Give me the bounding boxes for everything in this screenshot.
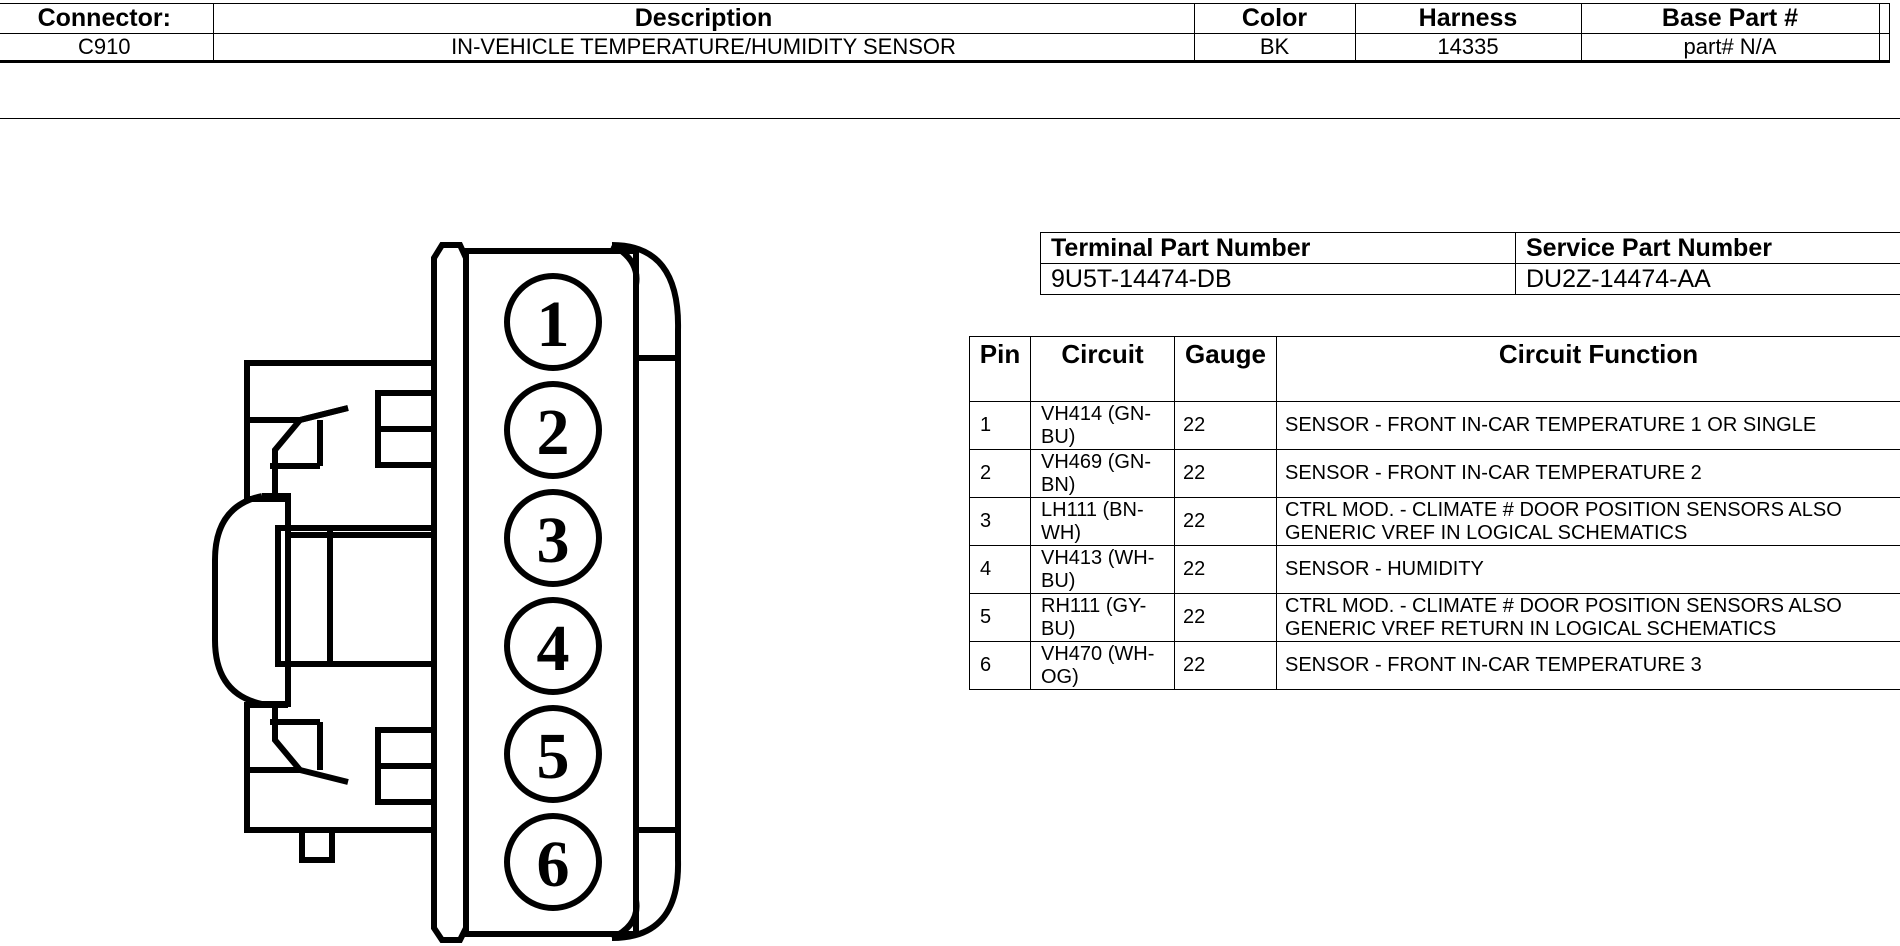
base-part-header: Base Part # [1581, 4, 1879, 34]
gauge-value: 22 [1175, 594, 1277, 642]
gauge-value: 22 [1175, 402, 1277, 450]
service-part-header: Service Part Number [1516, 233, 1900, 264]
description-header: Description [213, 4, 1194, 34]
pin-number-label: 2 [536, 396, 570, 469]
circuit-id: VH470 (WH-OG) [1031, 642, 1175, 690]
pin-number-label: 5 [536, 720, 570, 793]
center-latch [215, 496, 262, 704]
circuit-id: VH413 (WH-BU) [1031, 546, 1175, 594]
pin-number-label: 3 [536, 504, 570, 577]
circuit-id: RH111 (GY-BU) [1031, 594, 1175, 642]
table-row [970, 594, 1900, 642]
gauge-value: 22 [1175, 546, 1277, 594]
circuit-function: SENSOR - FRONT IN-CAR TEMPERATURE 3 [1277, 642, 1900, 690]
pin-circuit-table [969, 336, 1900, 690]
pin-number: 5 [970, 594, 1031, 642]
circuit-header: Circuit [1031, 337, 1175, 402]
circuit-function-header: Circuit Function [1277, 337, 1900, 402]
part-number-table [1040, 232, 1900, 295]
pin-number-label: 6 [536, 828, 570, 901]
header-spacer [1879, 4, 1889, 34]
color-value: BK [1194, 34, 1355, 62]
section-divider [0, 118, 1900, 119]
pin-number-label: 4 [536, 612, 570, 685]
pin-header: Pin [970, 337, 1031, 402]
terminal-part-header: Terminal Part Number [1041, 233, 1516, 264]
pin-number: 3 [970, 498, 1031, 546]
pin-number: 1 [970, 402, 1031, 450]
table-row [970, 402, 1900, 450]
pin-number: 2 [970, 450, 1031, 498]
circuit-function: CTRL MOD. - CLIMATE # DOOR POSITION SENSORS ALSO GENERIC VREF RETURN IN LOGICAL SCHEMATICS [1277, 594, 1900, 642]
gauge-value: 22 [1175, 642, 1277, 690]
connector-value: C910 [0, 34, 213, 62]
connector-flange [434, 245, 466, 940]
circuit-id: VH469 (GN-BN) [1031, 450, 1175, 498]
connector-end-cap [612, 245, 678, 938]
table-row [970, 546, 1900, 594]
table-row [970, 450, 1900, 498]
base-part-value: part# N/A [1581, 34, 1879, 62]
gauge-value: 22 [1175, 498, 1277, 546]
pin-cavities [507, 276, 599, 908]
terminal-part-value: 9U5T-14474-DB [1041, 264, 1516, 295]
circuit-id: LH111 (BN-WH) [1031, 498, 1175, 546]
circuit-function: CTRL MOD. - CLIMATE # DOOR POSITION SENSORS ALSO GENERIC VREF IN LOGICAL SCHEMATICS [1277, 498, 1900, 546]
table-row [970, 642, 1900, 690]
connector-info-table [0, 3, 1890, 63]
circuit-function: SENSOR - FRONT IN-CAR TEMPERATURE 1 OR SINGLE [1277, 402, 1900, 450]
pin-number: 6 [970, 642, 1031, 690]
description-value: IN-VEHICLE TEMPERATURE/HUMIDITY SENSOR [213, 34, 1194, 62]
gauge-header: Gauge [1175, 337, 1277, 402]
pin-header-row [970, 337, 1900, 402]
part-value-row [1041, 264, 1900, 295]
table-row [970, 498, 1900, 546]
circuit-id: VH414 (GN-BU) [1031, 402, 1175, 450]
harness-value: 14335 [1355, 34, 1581, 62]
connector-value-row [0, 34, 1889, 62]
gauge-value: 22 [1175, 450, 1277, 498]
service-part-value: DU2Z-14474-AA [1516, 264, 1900, 295]
pin-number: 4 [970, 546, 1031, 594]
connector-header-row [0, 4, 1889, 34]
connector-header: Connector: [0, 4, 213, 34]
harness-header: Harness [1355, 4, 1581, 34]
color-header: Color [1194, 4, 1355, 34]
pin-number-label: 1 [536, 288, 570, 361]
part-header-row [1041, 233, 1900, 264]
circuit-function: SENSOR - FRONT IN-CAR TEMPERATURE 2 [1277, 450, 1900, 498]
circuit-function: SENSOR - HUMIDITY [1277, 546, 1900, 594]
connector-face-diagram [0, 230, 700, 946]
value-spacer [1879, 34, 1889, 62]
